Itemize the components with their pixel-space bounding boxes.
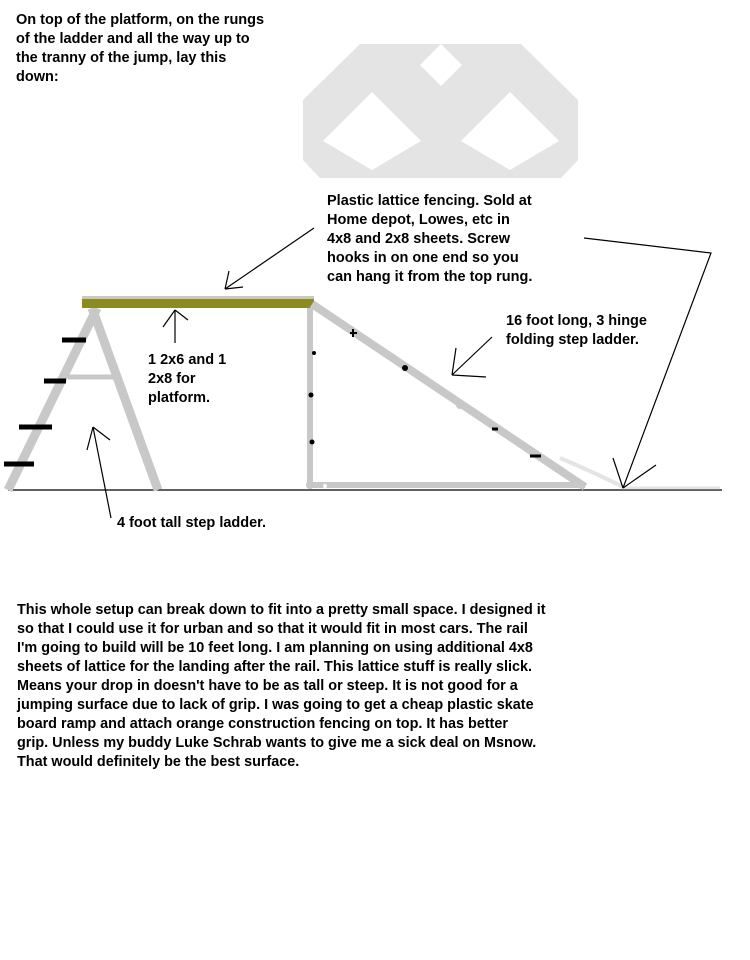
folding-ladder-label: 16 foot long, 3 hinge folding step ladder. bbox=[506, 313, 647, 348]
small-ladder-label: 4 foot tall step ladder. bbox=[117, 515, 267, 531]
lattice-label: Plastic lattice fencing. Sold at Home depot, Lowes, etc in 4x8 and 2x8 sheets. Screw hooks in on one end so you can hang it from the top rung. bbox=[327, 193, 533, 285]
ladder-bolt bbox=[323, 484, 327, 488]
small-ladder-arrowhead bbox=[87, 427, 110, 450]
lattice-arrowhead bbox=[225, 271, 243, 289]
ladder-bolt bbox=[309, 393, 314, 398]
hinge bbox=[306, 481, 314, 489]
small-step-ladder bbox=[4, 308, 158, 490]
lattice-illustration bbox=[303, 44, 578, 178]
platform-board bbox=[82, 298, 314, 308]
platform-label: 1 2x6 and 1 2x8 for platform. bbox=[148, 352, 227, 406]
folding-ladder-arrow bbox=[452, 337, 492, 375]
small-ladder-arrow bbox=[93, 427, 111, 518]
ladder-bolt bbox=[310, 440, 315, 445]
ladder-bolt bbox=[312, 351, 316, 355]
hinge bbox=[456, 401, 464, 409]
intro-text: On top of the platform, on the rungs of the ladder and all the way up to the tranny of the jump, lay this down: bbox=[16, 12, 265, 85]
platform-board-edge bbox=[82, 296, 314, 299]
description-paragraph: This whole setup can break down to fit into a pretty small space. I designed it so that I could use it for urban and so that it would fit in most cars. The rail I'm going to build will be 10 feet long. I am planning on using additional 4x8 sheets of lattice for the landing after the rail. This lattice stuff is really slick. Means your drop in doesn't have to be as tall or steep. It is not good for a jumping surface due to lack of grip. I was going to get a cheap plastic skate board ramp and attach orange construction fencing on top. It has better grip. Unless my buddy Luke Schrab wants to give me a sick deal on Msnow. That would definitely be the best surface. bbox=[17, 602, 546, 770]
lattice-arrow bbox=[225, 228, 314, 289]
ladder-rung-mark bbox=[402, 365, 408, 371]
landing-arrow bbox=[584, 238, 711, 488]
folding-ladder-arrowhead bbox=[452, 348, 486, 377]
